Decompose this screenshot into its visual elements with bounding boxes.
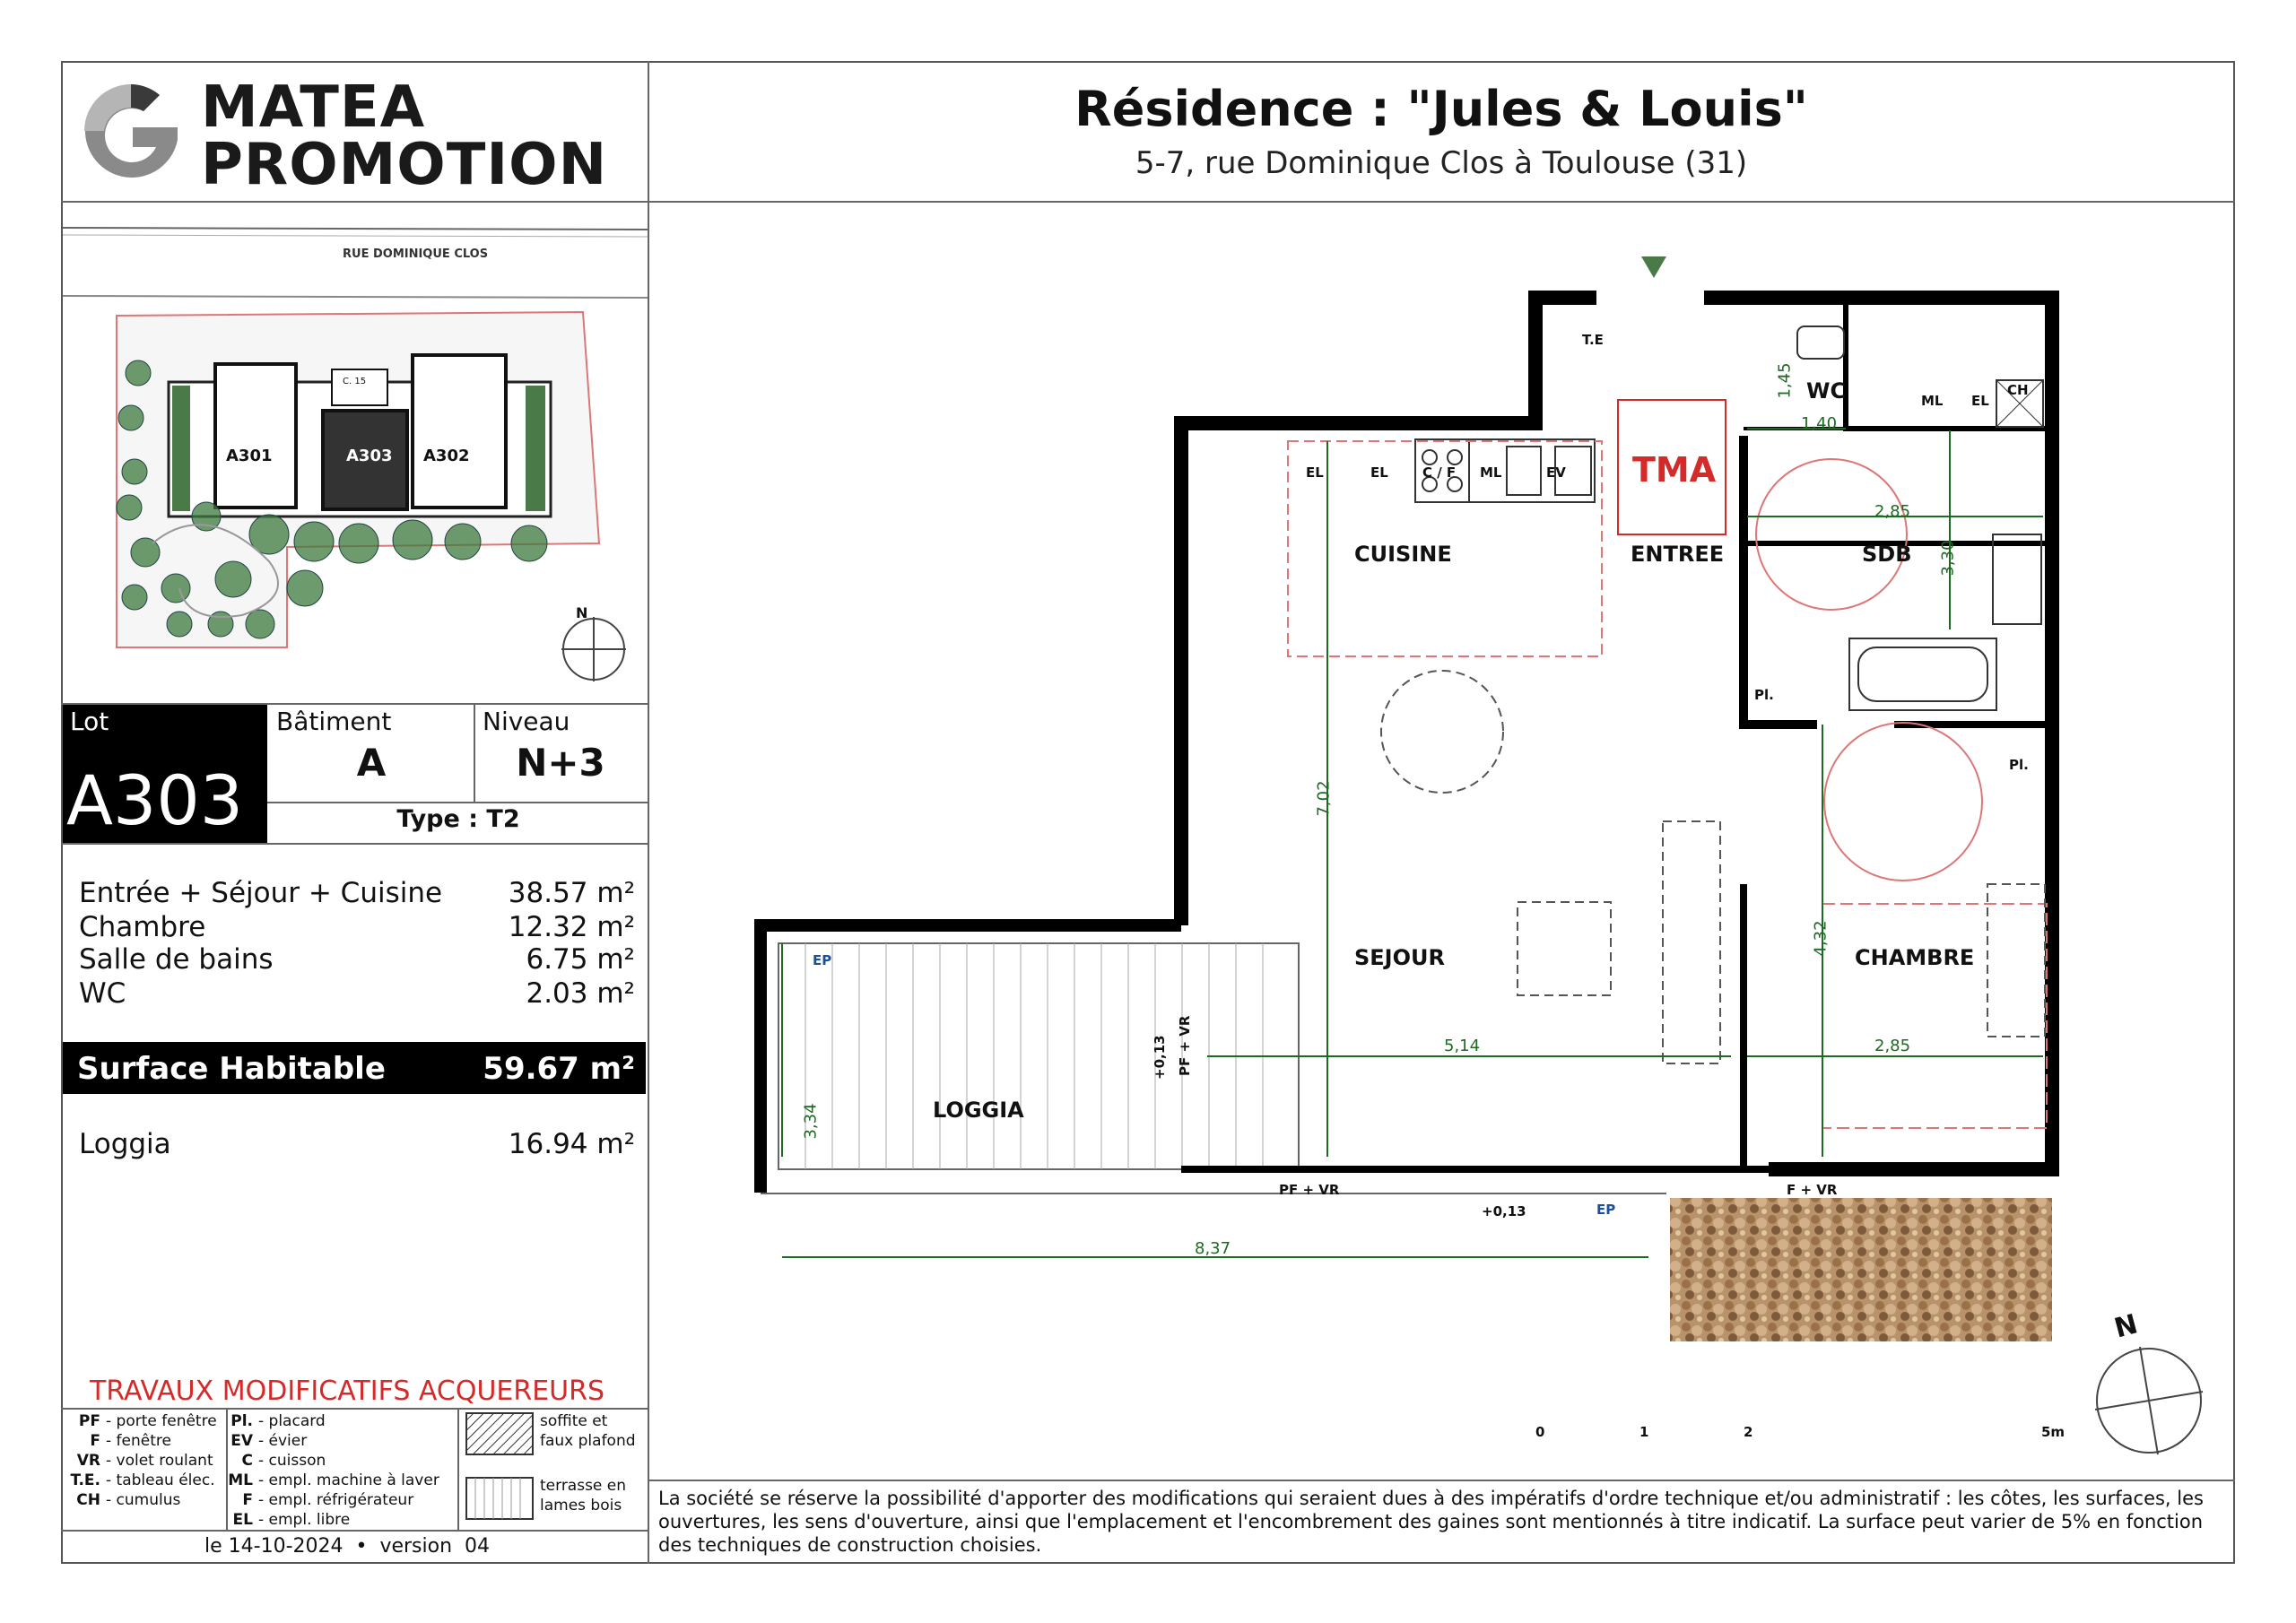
ep-marker: EP	[1596, 1202, 1616, 1218]
dim-label: 8,37	[1195, 1239, 1231, 1258]
logo-mark-icon	[77, 77, 185, 194]
lot-box	[63, 705, 267, 843]
loggia-label: Loggia	[79, 1128, 171, 1160]
scale-tick: 2	[1744, 1424, 1753, 1440]
scale-tick: 1	[1639, 1424, 1649, 1440]
dim-label: 3,34	[801, 1103, 821, 1140]
disclaimer: La société se réserve la possibilité d'apporter des modifications qui seraient dues à des impératifs d'ordre technique et/ou administratif : les côtes, les surfaces, les ouvertures, les sens d'ouverture, ainsi que l'emplacement et l'encombrement des gaines sont mentionnés à titre indicatif. La surface peut varier de 5% en fonction des techniques de construction choisies.	[658, 1488, 2204, 1556]
surface-name: WC	[79, 977, 126, 1010]
legend-item: PF - porte fenêtre	[78, 1412, 217, 1430]
fixture-el: EL	[1306, 464, 1324, 481]
address: 5-7, rue Dominique Clos à Toulouse (31)	[1135, 145, 1748, 181]
legend-item: F - empl. réfrigérateur	[242, 1491, 414, 1509]
surface-row	[79, 911, 635, 943]
legend-item: T.E. - tableau élec.	[70, 1471, 215, 1489]
opening-pf-vr: PF + VR	[1177, 1015, 1193, 1076]
legend-item: ML - empl. machine à laver	[228, 1471, 439, 1489]
scale-tick: 0	[1535, 1424, 1545, 1440]
company-logo	[77, 74, 633, 198]
legend-item: CH - cumulus	[76, 1491, 181, 1509]
site-plan	[63, 203, 648, 705]
footer-divider	[61, 1530, 648, 1532]
page-title: Résidence : "Jules & Louis"	[1074, 81, 1808, 137]
surface-habitable-value: 59.67 m²	[483, 1051, 635, 1087]
legend-swatch-label: soffite et	[540, 1412, 608, 1430]
fixture-ch: CH	[2007, 382, 2029, 398]
legend-item: EL - empl. libre	[232, 1511, 351, 1529]
legend-item: C - cuisson	[241, 1452, 326, 1470]
loggia-value: 16.94 m²	[508, 1128, 635, 1160]
legend-col3	[540, 1411, 636, 1515]
site-label-a301: A301	[226, 447, 273, 465]
surface-value: 2.03 m²	[526, 977, 635, 1010]
dim-label: 1,40	[1801, 414, 1838, 433]
room-label-chambre: CHAMBRE	[1855, 945, 1975, 970]
surface-row	[79, 977, 635, 1010]
room-label-sejour: SEJOUR	[1354, 945, 1445, 970]
fixture-el: EL	[1370, 464, 1388, 481]
disclaimer-divider	[648, 1480, 2235, 1481]
site-label-a302: A302	[423, 447, 470, 465]
room-label-cuisine: CUISINE	[1354, 542, 1452, 567]
fixture-el: EL	[1971, 393, 1989, 409]
fixture-cf: C / F	[1422, 464, 1457, 481]
surface-row	[79, 877, 635, 909]
north-label: N	[2110, 1308, 2142, 1345]
fixture-ml: ML	[1921, 393, 1944, 409]
surface-row	[79, 943, 635, 976]
legend-item: VR - volet roulant	[76, 1452, 213, 1470]
surface-name: Salle de bains	[79, 943, 274, 976]
dim-label: 2,85	[1874, 1037, 1911, 1055]
surface-name: Entrée + Séjour + Cuisine	[79, 877, 443, 909]
legend-swatch-label: lames bois	[540, 1497, 622, 1515]
room-label-wc: WC	[1806, 378, 1847, 404]
surface-value: 38.57 m²	[508, 877, 635, 909]
opening-pf-vr: PF + VR	[1279, 1182, 1340, 1198]
legend-item: F - fenêtre	[90, 1432, 171, 1450]
opening-level: +0,13	[1482, 1203, 1526, 1219]
room-label-loggia: LOGGIA	[933, 1098, 1024, 1123]
travaux-title: TRAVAUX MODIFICATIFS ACQUEREURS	[90, 1376, 605, 1407]
dim-label: 7,02	[1314, 780, 1334, 817]
logo-line2: PROMOTION	[201, 132, 608, 198]
site-north-label: N	[576, 604, 588, 621]
legend-swatches	[465, 1411, 535, 1521]
surface-habitable-label: Surface Habitable	[77, 1051, 386, 1087]
legend-item: EV - évier	[230, 1432, 308, 1450]
floor-plan	[648, 203, 2235, 1368]
loggia-row	[79, 1128, 635, 1160]
ep-marker: EP	[813, 952, 832, 968]
legend-col2	[215, 1411, 439, 1530]
niveau-label: Niveau	[483, 707, 570, 736]
site-label-c15: C. 15	[343, 377, 367, 386]
batiment-value: A	[356, 741, 387, 785]
fixture-ml: ML	[1480, 464, 1502, 481]
type-bottom-divider	[61, 843, 648, 845]
dim-label: 5,14	[1444, 1037, 1481, 1055]
north-arrow-icon	[2086, 1332, 2212, 1458]
legend-top-divider	[61, 1408, 648, 1410]
surface-habitable-bar	[63, 1042, 646, 1094]
logo-line1: MATEA	[201, 74, 426, 141]
fixture-te: T.E	[1582, 332, 1604, 348]
dim-label: 1,45	[1775, 362, 1795, 399]
tma-label: TMA	[1632, 450, 1717, 490]
site-label-a303: A303	[346, 447, 393, 465]
fixture-pl: Pl.	[2009, 757, 2029, 773]
lot-value: A303	[66, 760, 244, 840]
fixture-ev: EV	[1546, 464, 1566, 481]
fixture-pl: Pl.	[1754, 687, 1774, 703]
room-label-entree: ENTREE	[1631, 542, 1725, 567]
legend-item: Pl. - placard	[230, 1412, 326, 1430]
legend-divider	[457, 1410, 459, 1530]
room-label-sdb: SDB	[1862, 542, 1912, 567]
opening-f-vr: F + VR	[1787, 1182, 1838, 1198]
dim-label: 3,30	[1938, 540, 1958, 577]
niveau-value: N+3	[516, 741, 605, 785]
type-label: Type : T2	[396, 805, 520, 833]
opening-level: +0,13	[1152, 1035, 1168, 1080]
legend-col1	[63, 1411, 217, 1510]
lot-label: Lot	[70, 707, 109, 736]
dim-label: 2,85	[1874, 502, 1911, 521]
legend-swatch-label: faux plafond	[540, 1432, 636, 1450]
surface-name: Chambre	[79, 911, 206, 943]
legend-swatch-label: terrasse en	[540, 1477, 627, 1495]
version-date: le 14-10-2024 • version 04	[204, 1535, 491, 1558]
street-name: RUE DOMINIQUE CLOS	[343, 247, 489, 261]
type-divider	[267, 802, 648, 803]
dim-label: 4,32	[1811, 920, 1831, 957]
batiment-label: Bâtiment	[276, 707, 392, 736]
surface-value: 12.32 m²	[508, 911, 635, 943]
scale-tick: 5m	[2041, 1424, 2066, 1440]
surface-value: 6.75 m²	[526, 943, 635, 976]
